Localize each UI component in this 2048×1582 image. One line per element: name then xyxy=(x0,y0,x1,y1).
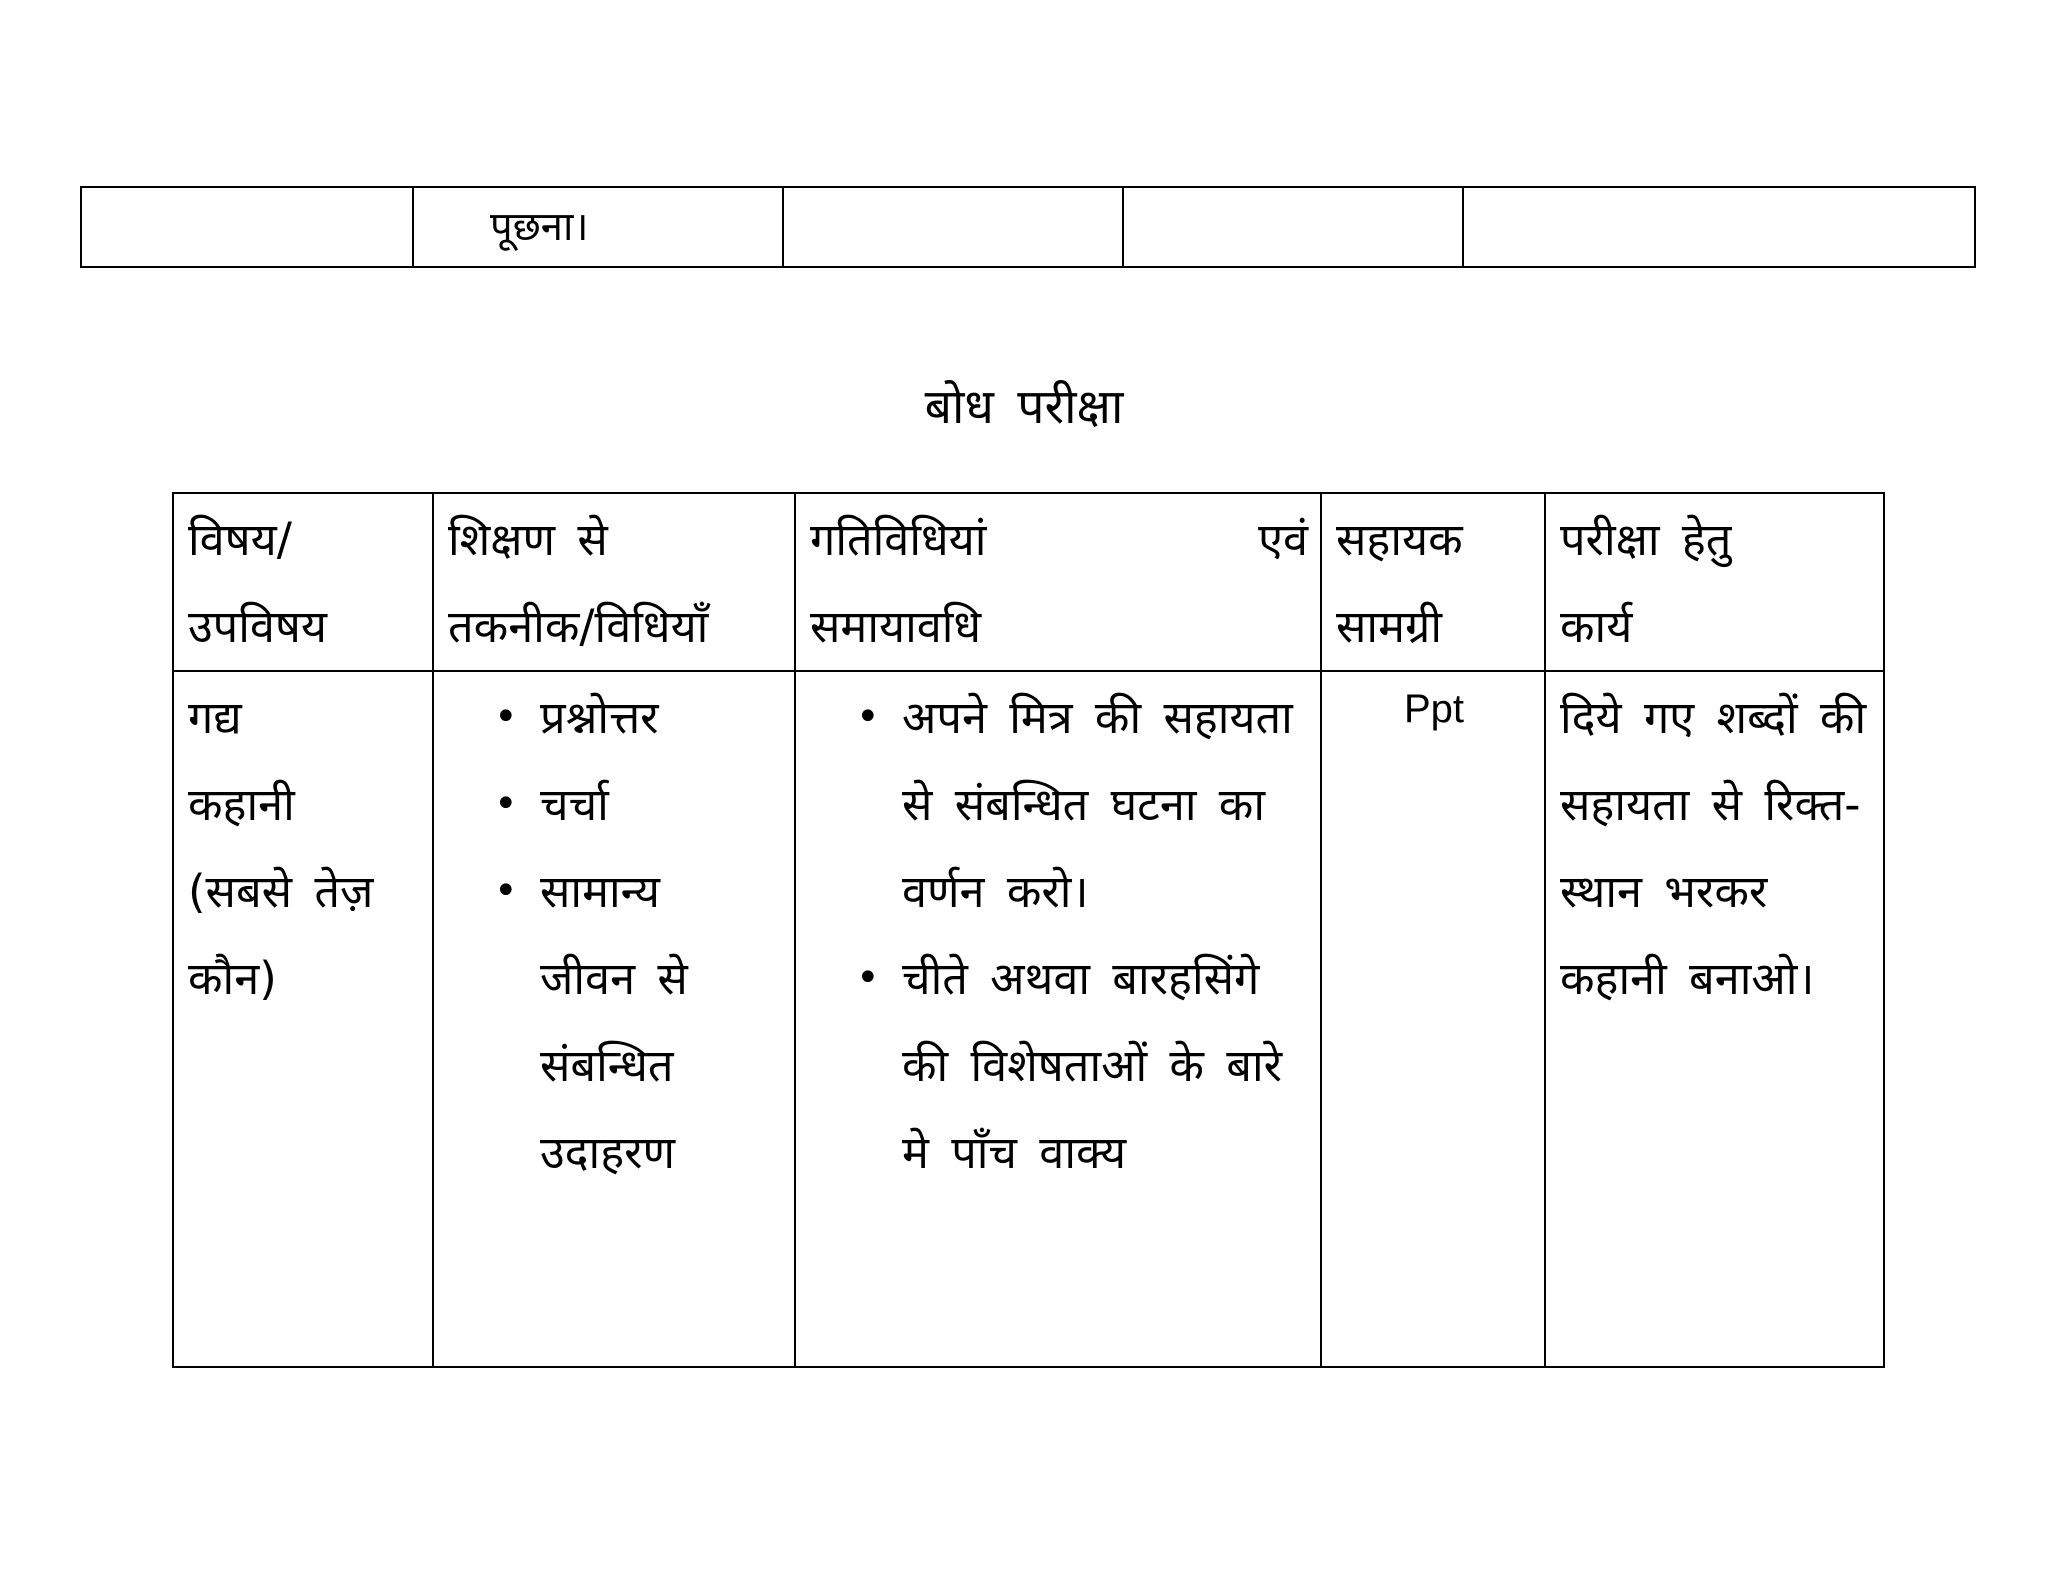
top-cell-3 xyxy=(783,187,1123,267)
material-value: Ppt xyxy=(1403,687,1465,731)
table-row xyxy=(173,671,1884,1367)
subject-line-3: (सबसे तेज़ xyxy=(188,865,374,918)
header-activities-line-1: गतिविधियां एवं xyxy=(810,513,1308,566)
subject-line-1: गद्य xyxy=(188,691,242,744)
methods-list-item: • प्रश्नोत्तर xyxy=(540,674,782,761)
methods-list-item: • सामान्य जीवन से संबन्धित उदाहरण xyxy=(540,848,740,1196)
previous-page-table-fragment xyxy=(80,186,1976,268)
header-subject-line-2: उपविषय xyxy=(188,600,328,653)
methods-list-item: • चर्चा xyxy=(540,761,782,848)
header-material xyxy=(1321,493,1545,671)
activities-list xyxy=(810,674,1308,1196)
header-activities xyxy=(795,493,1321,671)
header-activities-line-2: समायावधि xyxy=(810,600,982,653)
section-heading: बोध परीक्षा xyxy=(924,379,1124,435)
header-material-line-2: सामग्री xyxy=(1336,600,1443,653)
header-material-line-1: सहायक xyxy=(1336,513,1463,566)
activities-list-item: • चीते अथवा बारहसिंगे की विशेषताओं के बारे मे पाँच वाक्य xyxy=(902,935,1302,1196)
activities-list-item: • अपने मित्र की सहायता से संबन्धित घटना का वर्णन करो। xyxy=(902,674,1312,935)
header-methods-line-2: तकनीक/विधियाँ xyxy=(448,600,709,653)
header-task-line-2: कार्य xyxy=(1560,600,1633,653)
header-methods xyxy=(433,493,795,671)
header-task-line-1: परीक्षा हेतु xyxy=(1560,513,1732,566)
comprehension-test-table xyxy=(172,492,1885,1368)
table-row xyxy=(81,187,1975,267)
header-subject xyxy=(173,493,433,671)
header-task xyxy=(1545,493,1884,671)
header-methods-line-1: शिक्षण से xyxy=(448,513,608,566)
top-cell-4 xyxy=(1123,187,1463,267)
subject-cell xyxy=(173,671,433,1367)
subject-line-4: कौन) xyxy=(188,952,277,1005)
task-cell xyxy=(1545,671,1884,1367)
top-cell-5 xyxy=(1463,187,1975,267)
header-subject-line-1: विषय/ xyxy=(188,513,292,566)
task-text: दिये गए शब्दों की सहायता से रिक्त-स्थान भरकर कहानी बनाओ। xyxy=(1560,691,1867,1005)
methods-cell xyxy=(433,671,795,1367)
activities-cell xyxy=(795,671,1321,1367)
subject-line-2: कहानी xyxy=(188,778,295,831)
material-cell xyxy=(1321,671,1545,1367)
top-cell-2: पूछना। xyxy=(413,187,783,267)
methods-list xyxy=(448,674,782,1196)
table-header-row xyxy=(173,493,1884,671)
top-cell-1 xyxy=(81,187,413,267)
